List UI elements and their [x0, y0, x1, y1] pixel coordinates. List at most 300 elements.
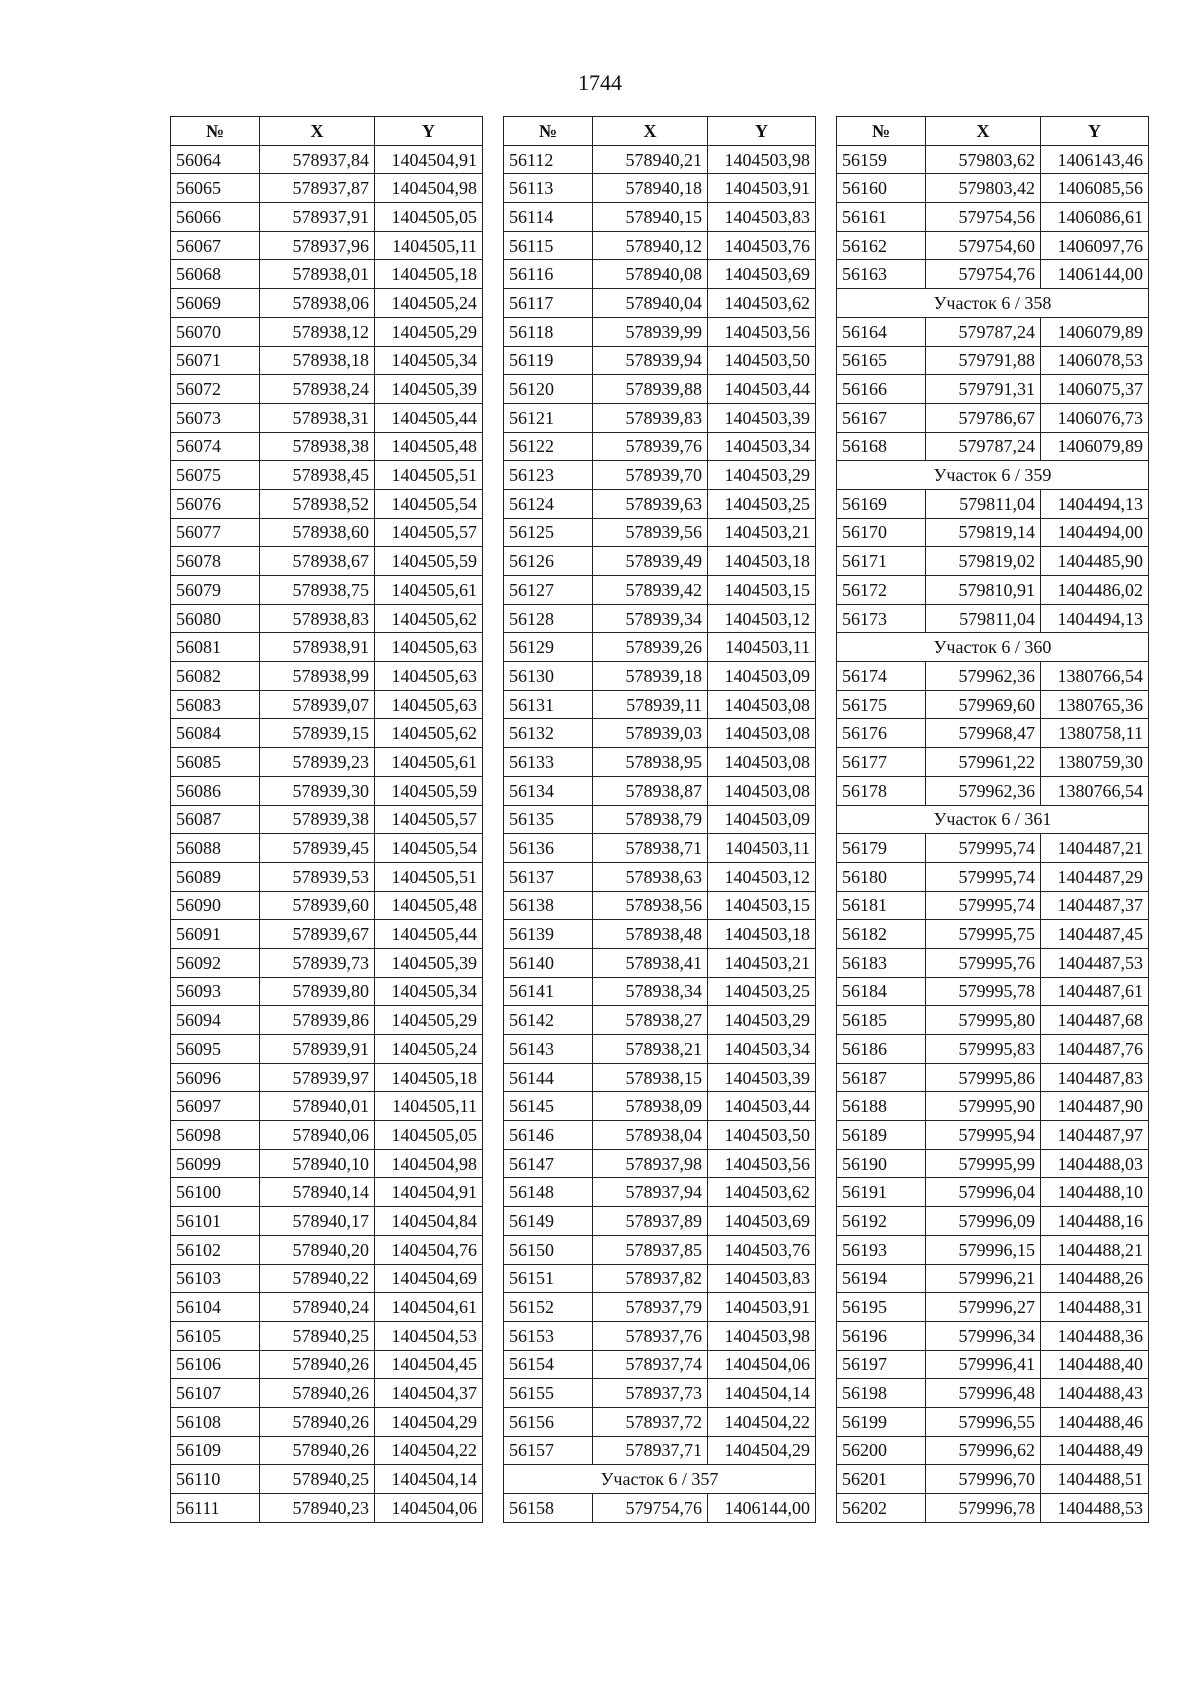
- point-number: 56145: [504, 1092, 593, 1121]
- table-row: [504, 1035, 816, 1064]
- x-coordinate: 579995,99: [926, 1149, 1041, 1178]
- coordinates-table-1: [170, 116, 483, 1523]
- x-coordinate: 578937,71: [593, 1436, 708, 1465]
- table-row: [171, 1379, 483, 1408]
- table-row: [171, 977, 483, 1006]
- y-coordinate: 1406078,53: [1041, 346, 1149, 375]
- point-number: 56181: [837, 891, 926, 920]
- point-number: 56083: [171, 690, 260, 719]
- point-number: 56076: [171, 489, 260, 518]
- point-number: 56099: [171, 1149, 260, 1178]
- y-coordinate: 1404503,39: [708, 403, 816, 432]
- x-coordinate: 578938,18: [260, 346, 375, 375]
- x-coordinate: 578938,63: [593, 862, 708, 891]
- point-number: 56189: [837, 1121, 926, 1150]
- y-coordinate: 1404503,08: [708, 776, 816, 805]
- y-coordinate: 1404503,69: [708, 1207, 816, 1236]
- x-coordinate: 578939,60: [260, 891, 375, 920]
- x-coordinate: 578938,41: [593, 948, 708, 977]
- y-coordinate: 1404505,63: [375, 690, 483, 719]
- x-coordinate: 579996,15: [926, 1235, 1041, 1264]
- y-coordinate: 1404505,24: [375, 1035, 483, 1064]
- x-coordinate: 579996,21: [926, 1264, 1041, 1293]
- point-number: 56067: [171, 231, 260, 260]
- x-coordinate: 579996,70: [926, 1465, 1041, 1494]
- y-coordinate: 1404503,83: [708, 1264, 816, 1293]
- y-coordinate: 1404503,50: [708, 346, 816, 375]
- y-coordinate: 1404505,48: [375, 891, 483, 920]
- table-row: [837, 145, 1149, 174]
- header-x: X: [593, 117, 708, 146]
- table-row: [837, 518, 1149, 547]
- x-coordinate: 579819,14: [926, 518, 1041, 547]
- y-coordinate: 1404503,18: [708, 920, 816, 949]
- table-row: [171, 461, 483, 490]
- x-coordinate: 578938,27: [593, 1006, 708, 1035]
- x-coordinate: 579791,31: [926, 375, 1041, 404]
- table-row: [171, 776, 483, 805]
- y-coordinate: 1404503,39: [708, 1063, 816, 1092]
- point-number: 56200: [837, 1436, 926, 1465]
- table-row: [171, 1465, 483, 1494]
- table-row: [171, 891, 483, 920]
- table-row: [837, 1035, 1149, 1064]
- y-coordinate: 1406086,61: [1041, 203, 1149, 232]
- table-row: [171, 317, 483, 346]
- point-number: 56095: [171, 1035, 260, 1064]
- table-row: [504, 834, 816, 863]
- table-row: [504, 231, 816, 260]
- x-coordinate: 578938,83: [260, 604, 375, 633]
- y-coordinate: 1404505,61: [375, 576, 483, 605]
- y-coordinate: 1404504,14: [375, 1465, 483, 1494]
- table-row: [837, 1092, 1149, 1121]
- y-coordinate: 1404503,09: [708, 805, 816, 834]
- x-coordinate: 579995,76: [926, 948, 1041, 977]
- x-coordinate: 578939,07: [260, 690, 375, 719]
- table-row: [837, 174, 1149, 203]
- y-coordinate: 1404505,11: [375, 231, 483, 260]
- y-coordinate: 1404487,29: [1041, 862, 1149, 891]
- point-number: 56160: [837, 174, 926, 203]
- x-coordinate: 578940,08: [593, 260, 708, 289]
- table-row: [837, 1379, 1149, 1408]
- point-number: 56174: [837, 662, 926, 691]
- point-number: 56090: [171, 891, 260, 920]
- x-coordinate: 578938,04: [593, 1121, 708, 1150]
- table-row: [837, 1006, 1149, 1035]
- x-coordinate: 578939,73: [260, 948, 375, 977]
- table-row: [171, 1235, 483, 1264]
- table-row: [504, 891, 816, 920]
- x-coordinate: 579962,36: [926, 776, 1041, 805]
- x-coordinate: 579810,91: [926, 576, 1041, 605]
- x-coordinate: 578938,48: [593, 920, 708, 949]
- x-coordinate: 578939,53: [260, 862, 375, 891]
- point-number: 56175: [837, 690, 926, 719]
- point-number: 56194: [837, 1264, 926, 1293]
- table-row: [837, 1293, 1149, 1322]
- point-number: 56117: [504, 289, 593, 318]
- point-number: 56085: [171, 748, 260, 777]
- point-number: 56179: [837, 834, 926, 863]
- table-row: [504, 289, 816, 318]
- y-coordinate: 1404505,24: [375, 289, 483, 318]
- point-number: 56114: [504, 203, 593, 232]
- table-row: [504, 260, 816, 289]
- table-row: [171, 633, 483, 662]
- y-coordinate: 1406144,00: [708, 1494, 816, 1523]
- x-coordinate: 578939,30: [260, 776, 375, 805]
- x-coordinate: 579754,56: [926, 203, 1041, 232]
- point-number: 56162: [837, 231, 926, 260]
- x-coordinate: 579995,90: [926, 1092, 1041, 1121]
- point-number: 56153: [504, 1321, 593, 1350]
- point-number: 56147: [504, 1149, 593, 1178]
- table-row: [171, 805, 483, 834]
- y-coordinate: 1404488,51: [1041, 1465, 1149, 1494]
- point-number: 56166: [837, 375, 926, 404]
- page-number: 1744: [578, 70, 622, 95]
- x-coordinate: 578939,80: [260, 977, 375, 1006]
- table-row: [171, 489, 483, 518]
- point-number: 56201: [837, 1465, 926, 1494]
- coordinates-table-3: [836, 116, 1149, 1523]
- point-number: 56109: [171, 1436, 260, 1465]
- point-number: 56173: [837, 604, 926, 633]
- x-coordinate: 578939,86: [260, 1006, 375, 1035]
- header-y: Y: [375, 117, 483, 146]
- point-number: 56157: [504, 1436, 593, 1465]
- table-row: [837, 891, 1149, 920]
- x-coordinate: 578939,15: [260, 719, 375, 748]
- y-coordinate: 1404504,53: [375, 1321, 483, 1350]
- point-number: 56094: [171, 1006, 260, 1035]
- x-coordinate: 579995,80: [926, 1006, 1041, 1035]
- table-row: [171, 690, 483, 719]
- x-coordinate: 578940,17: [260, 1207, 375, 1236]
- section-title: Участок 6 / 360: [837, 633, 1149, 662]
- y-coordinate: 1406079,89: [1041, 432, 1149, 461]
- table-row: [837, 432, 1149, 461]
- x-coordinate: 578938,31: [260, 403, 375, 432]
- table-row: [837, 1149, 1149, 1178]
- point-number: 56134: [504, 776, 593, 805]
- table-row: [171, 1293, 483, 1322]
- y-coordinate: 1404505,57: [375, 518, 483, 547]
- x-coordinate: 578940,25: [260, 1321, 375, 1350]
- point-number: 56089: [171, 862, 260, 891]
- point-number: 56121: [504, 403, 593, 432]
- x-coordinate: 578940,21: [593, 145, 708, 174]
- y-coordinate: 1404504,69: [375, 1264, 483, 1293]
- table-row: [171, 1092, 483, 1121]
- x-coordinate: 579961,22: [926, 748, 1041, 777]
- point-number: 56190: [837, 1149, 926, 1178]
- point-number: 56119: [504, 346, 593, 375]
- point-number: 56170: [837, 518, 926, 547]
- y-coordinate: 1404487,90: [1041, 1092, 1149, 1121]
- table-row: [504, 1207, 816, 1236]
- y-coordinate: 1404505,11: [375, 1092, 483, 1121]
- y-coordinate: 1404505,48: [375, 432, 483, 461]
- point-number: 56133: [504, 748, 593, 777]
- x-coordinate: 579995,86: [926, 1063, 1041, 1092]
- table-row: [171, 260, 483, 289]
- table-row: [837, 948, 1149, 977]
- x-coordinate: 579996,41: [926, 1350, 1041, 1379]
- y-coordinate: 1404503,18: [708, 547, 816, 576]
- x-coordinate: 578939,42: [593, 576, 708, 605]
- x-coordinate: 578940,10: [260, 1149, 375, 1178]
- point-number: 56084: [171, 719, 260, 748]
- point-number: 56077: [171, 518, 260, 547]
- x-coordinate: 578940,12: [593, 231, 708, 260]
- y-coordinate: 1404504,22: [375, 1436, 483, 1465]
- y-coordinate: 1404505,54: [375, 489, 483, 518]
- y-coordinate: 1404503,25: [708, 489, 816, 518]
- table-row: [837, 776, 1149, 805]
- table-row: [171, 662, 483, 691]
- table-row: [837, 1235, 1149, 1264]
- point-number: 56165: [837, 346, 926, 375]
- point-number: 56124: [504, 489, 593, 518]
- table-row: [504, 1436, 816, 1465]
- table-row: [504, 547, 816, 576]
- x-coordinate: 578940,24: [260, 1293, 375, 1322]
- point-number: 56163: [837, 260, 926, 289]
- point-number: 56202: [837, 1494, 926, 1523]
- table-row: [171, 1264, 483, 1293]
- table-row: [171, 862, 483, 891]
- point-number: 56185: [837, 1006, 926, 1035]
- point-number: 56078: [171, 547, 260, 576]
- point-number: 56161: [837, 203, 926, 232]
- y-coordinate: 1404503,15: [708, 576, 816, 605]
- y-coordinate: 1404503,11: [708, 834, 816, 863]
- point-number: 56182: [837, 920, 926, 949]
- y-coordinate: 1404505,51: [375, 862, 483, 891]
- point-number: 56191: [837, 1178, 926, 1207]
- table-row: [504, 805, 816, 834]
- table-row: [171, 1121, 483, 1150]
- section-title: Участок 6 / 358: [837, 289, 1149, 318]
- x-coordinate: 578937,76: [593, 1321, 708, 1350]
- header-x: X: [260, 117, 375, 146]
- table-row: [504, 174, 816, 203]
- x-coordinate: 578938,95: [593, 748, 708, 777]
- table-row: [837, 862, 1149, 891]
- y-coordinate: 1404505,39: [375, 948, 483, 977]
- x-coordinate: 578940,04: [593, 289, 708, 318]
- x-coordinate: 579791,88: [926, 346, 1041, 375]
- point-number: 56130: [504, 662, 593, 691]
- table-row: [171, 1035, 483, 1064]
- point-number: 56066: [171, 203, 260, 232]
- table-row: [171, 834, 483, 863]
- x-coordinate: 578939,88: [593, 375, 708, 404]
- table-row: [504, 1379, 816, 1408]
- point-number: 56135: [504, 805, 593, 834]
- y-coordinate: 1404488,49: [1041, 1436, 1149, 1465]
- point-number: 56143: [504, 1035, 593, 1064]
- point-number: 56122: [504, 432, 593, 461]
- point-number: 56100: [171, 1178, 260, 1207]
- y-coordinate: 1404503,25: [708, 977, 816, 1006]
- table-row: [837, 977, 1149, 1006]
- y-coordinate: 1404503,50: [708, 1121, 816, 1150]
- table-row: [171, 1436, 483, 1465]
- point-number: 56108: [171, 1407, 260, 1436]
- table-row: [171, 1006, 483, 1035]
- point-number: 56149: [504, 1207, 593, 1236]
- x-coordinate: 578939,49: [593, 547, 708, 576]
- y-coordinate: 1404503,12: [708, 604, 816, 633]
- point-number: 56074: [171, 432, 260, 461]
- y-coordinate: 1404504,22: [708, 1407, 816, 1436]
- table-row: [504, 1149, 816, 1178]
- y-coordinate: 1404487,76: [1041, 1035, 1149, 1064]
- x-coordinate: 578940,18: [593, 174, 708, 203]
- x-coordinate: 578937,87: [260, 174, 375, 203]
- y-coordinate: 1404487,53: [1041, 948, 1149, 977]
- table-row: [504, 489, 816, 518]
- y-coordinate: 1406085,56: [1041, 174, 1149, 203]
- y-coordinate: 1404503,21: [708, 948, 816, 977]
- point-number: 56159: [837, 145, 926, 174]
- table-row: [504, 317, 816, 346]
- table-row: [837, 604, 1149, 633]
- table-row: [504, 604, 816, 633]
- x-coordinate: 578938,60: [260, 518, 375, 547]
- point-number: 56168: [837, 432, 926, 461]
- point-number: 56193: [837, 1235, 926, 1264]
- y-coordinate: 1404488,26: [1041, 1264, 1149, 1293]
- y-coordinate: 1404505,61: [375, 748, 483, 777]
- x-coordinate: 578937,98: [593, 1149, 708, 1178]
- x-coordinate: 579787,24: [926, 317, 1041, 346]
- y-coordinate: 1404487,21: [1041, 834, 1149, 863]
- table-row: [504, 1121, 816, 1150]
- point-number: 56188: [837, 1092, 926, 1121]
- y-coordinate: 1404505,59: [375, 776, 483, 805]
- x-coordinate: 578940,22: [260, 1264, 375, 1293]
- x-coordinate: 579995,78: [926, 977, 1041, 1006]
- x-coordinate: 578938,24: [260, 375, 375, 404]
- y-coordinate: 1404487,83: [1041, 1063, 1149, 1092]
- y-coordinate: 1404503,83: [708, 203, 816, 232]
- table-row: [171, 604, 483, 633]
- table-row: [504, 203, 816, 232]
- table-row: [504, 1350, 816, 1379]
- y-coordinate: 1404488,03: [1041, 1149, 1149, 1178]
- point-number: 56097: [171, 1092, 260, 1121]
- y-coordinate: 1404503,44: [708, 375, 816, 404]
- x-coordinate: 579811,04: [926, 489, 1041, 518]
- table-row: [837, 317, 1149, 346]
- y-coordinate: 1404503,21: [708, 518, 816, 547]
- table-row: [171, 203, 483, 232]
- x-coordinate: 578940,20: [260, 1235, 375, 1264]
- point-number: 56123: [504, 461, 593, 490]
- y-coordinate: 1404494,13: [1041, 604, 1149, 633]
- x-coordinate: 579754,76: [593, 1494, 708, 1523]
- x-coordinate: 579996,78: [926, 1494, 1041, 1523]
- x-coordinate: 578938,09: [593, 1092, 708, 1121]
- point-number: 56164: [837, 317, 926, 346]
- table-row: [171, 403, 483, 432]
- table-row: [837, 375, 1149, 404]
- header-number: №: [171, 117, 260, 146]
- x-coordinate: 578937,94: [593, 1178, 708, 1207]
- section-row: [837, 805, 1149, 834]
- point-number: 56128: [504, 604, 593, 633]
- point-number: 56125: [504, 518, 593, 547]
- table-row: [171, 1350, 483, 1379]
- x-coordinate: 578940,26: [260, 1350, 375, 1379]
- y-coordinate: 1404503,69: [708, 260, 816, 289]
- table-row: [837, 1264, 1149, 1293]
- y-coordinate: 1404503,15: [708, 891, 816, 920]
- table-row: [837, 1178, 1149, 1207]
- point-number: 56102: [171, 1235, 260, 1264]
- table-row: [504, 461, 816, 490]
- section-row: [837, 461, 1149, 490]
- table-row: [171, 1407, 483, 1436]
- y-coordinate: 1404503,08: [708, 748, 816, 777]
- y-coordinate: 1404505,62: [375, 604, 483, 633]
- x-coordinate: 578937,84: [260, 145, 375, 174]
- x-coordinate: 578939,23: [260, 748, 375, 777]
- point-number: 56192: [837, 1207, 926, 1236]
- table-row: [171, 1178, 483, 1207]
- point-number: 56137: [504, 862, 593, 891]
- point-number: 56107: [171, 1379, 260, 1408]
- x-coordinate: 578939,70: [593, 461, 708, 490]
- y-coordinate: 1404494,13: [1041, 489, 1149, 518]
- x-coordinate: 578939,63: [593, 489, 708, 518]
- y-coordinate: 1404505,05: [375, 203, 483, 232]
- point-number: 56195: [837, 1293, 926, 1322]
- x-coordinate: 578939,67: [260, 920, 375, 949]
- y-coordinate: 1404505,39: [375, 375, 483, 404]
- table-row: [171, 432, 483, 461]
- y-coordinate: 1404488,40: [1041, 1350, 1149, 1379]
- x-coordinate: 578940,26: [260, 1379, 375, 1408]
- y-coordinate: 1404505,18: [375, 1063, 483, 1092]
- point-number: 56118: [504, 317, 593, 346]
- x-coordinate: 578939,94: [593, 346, 708, 375]
- point-number: 56183: [837, 948, 926, 977]
- point-number: 56115: [504, 231, 593, 260]
- x-coordinate: 578938,45: [260, 461, 375, 490]
- x-coordinate: 578938,56: [593, 891, 708, 920]
- point-number: 56186: [837, 1035, 926, 1064]
- table-row: [504, 776, 816, 805]
- point-number: 56110: [171, 1465, 260, 1494]
- x-coordinate: 579995,94: [926, 1121, 1041, 1150]
- x-coordinate: 578938,79: [593, 805, 708, 834]
- y-coordinate: 1380766,54: [1041, 776, 1149, 805]
- x-coordinate: 579996,62: [926, 1436, 1041, 1465]
- x-coordinate: 578938,34: [593, 977, 708, 1006]
- x-coordinate: 578940,15: [593, 203, 708, 232]
- y-coordinate: 1406144,00: [1041, 260, 1149, 289]
- x-coordinate: 579962,36: [926, 662, 1041, 691]
- y-coordinate: 1404503,44: [708, 1092, 816, 1121]
- y-coordinate: 1404504,98: [375, 174, 483, 203]
- point-number: 56088: [171, 834, 260, 863]
